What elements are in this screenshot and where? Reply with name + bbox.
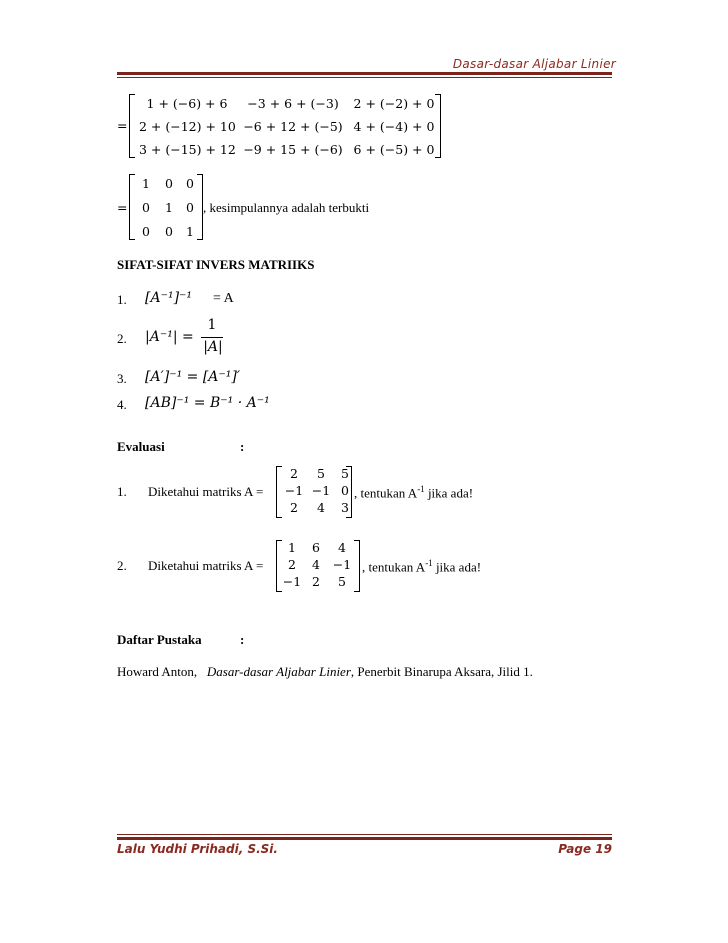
matrix-cell: 3	[341, 500, 349, 515]
matrix-cell: 5	[317, 466, 325, 481]
right-bracket	[354, 540, 360, 592]
reference-author: Howard Anton,	[117, 664, 198, 679]
problem-suffix: , tentukan $A^{-1}$ jika ada!	[354, 484, 474, 501]
fraction-numerator: 1	[207, 317, 217, 333]
matrix-cell: −1	[284, 483, 304, 498]
list-number: 2.	[117, 331, 127, 346]
matrix-cell: 4	[317, 500, 325, 515]
matrix-cell: 2	[290, 500, 298, 515]
formula-rhs: = A	[213, 291, 234, 306]
conclusion-text: , kesimpulannya adalah terbukti	[203, 200, 370, 215]
section-heading: SIFAT-SIFAT INVERS MATRIIKS	[117, 257, 315, 272]
pustaka-label: Daftar Pustaka	[117, 632, 202, 647]
problem-suffix: , tentukan $A^{-1}$ jika ada!	[362, 558, 482, 575]
matrix-cell: 3 + (−15) + 12	[139, 142, 236, 157]
matrix-cell: 6 + (−5) + 0	[353, 142, 435, 157]
reference-publisher: , Penerbit Binarupa Aksara, Jilid 1.	[350, 664, 533, 679]
matrix-cell: 2 + (−12) + 10	[139, 119, 236, 134]
footer-rule	[117, 834, 612, 840]
matrix-cell: −1	[282, 574, 302, 589]
problem-text: Diketahui matriks A =	[148, 484, 264, 499]
matrix-cell: 0	[186, 176, 194, 191]
footer-author: Lalu Yudhi Prihadi, S.Si.	[117, 842, 278, 856]
right-bracket	[346, 466, 352, 518]
list-number: 1.	[117, 292, 127, 307]
page-number: Page 19	[558, 842, 612, 856]
matrix-cell: −9 + 15 + (−6)	[243, 142, 343, 157]
matrix-cell: 0	[186, 200, 194, 215]
matrix-cell: 1	[288, 540, 296, 555]
matrix-cell: 1	[142, 176, 150, 191]
list-number: 3.	[117, 371, 127, 386]
equals-sign: =	[117, 200, 128, 215]
property-2	[117, 318, 317, 360]
matrix-cell: 2 + (−2) + 0	[353, 96, 435, 111]
evaluasi-label: Evaluasi	[117, 439, 165, 454]
matrix-cell: 4	[312, 557, 320, 572]
matrix-cell: 0	[142, 200, 150, 215]
header-rule	[117, 72, 612, 78]
fraction-bar	[201, 337, 223, 338]
matrix-cell: 0	[165, 176, 173, 191]
list-number: 1.	[117, 484, 127, 499]
left-bracket	[129, 94, 135, 158]
matrix-cell: −1	[332, 557, 352, 572]
right-bracket	[435, 94, 441, 158]
matrix-cell: 4 + (−4) + 0	[353, 119, 435, 134]
evaluasi-colon: :	[240, 439, 245, 454]
matrix-cell: 6	[312, 540, 320, 555]
matrix-cell: 0	[341, 483, 349, 498]
left-bracket	[129, 174, 135, 240]
matrix-cell: 1 + (−6) + 6	[146, 96, 228, 111]
running-header: Dasar-dasar Aljabar Linier	[452, 57, 616, 71]
identity-matrix-block	[117, 172, 417, 242]
problem-2	[117, 538, 537, 594]
fraction-denominator: |A|	[203, 339, 223, 355]
formula: [A⁻¹]⁻¹	[145, 290, 193, 306]
matrix-cell: −1	[311, 483, 331, 498]
matrix-cell: −6 + 12 + (−5)	[243, 119, 343, 134]
matrix-cell: 2	[290, 466, 298, 481]
pustaka-colon: :	[240, 632, 245, 647]
equals-sign: =	[117, 118, 128, 133]
list-number: 2.	[117, 558, 127, 573]
reference-title: Dasar-dasar Aljabar Linier	[206, 664, 351, 679]
problem-text: Diketahui matriks A =	[148, 558, 264, 573]
matrix-cell: 5	[341, 466, 349, 481]
problem-1	[117, 464, 537, 520]
matrix-cell: −3 + 6 + (−3)	[247, 96, 339, 111]
matrix-cell: 2	[312, 574, 320, 589]
formula: |A⁻¹| =	[145, 329, 194, 345]
formula: [AB]⁻¹ = B⁻¹ · A⁻¹	[145, 395, 270, 411]
matrix-cell: 1	[165, 200, 173, 215]
matrix-cell: 2	[288, 557, 296, 572]
reference-entry	[117, 664, 533, 680]
matrix-cell: 1	[186, 224, 194, 239]
matrix-cell: 4	[338, 540, 346, 555]
formula: [A′]⁻¹ = [A⁻¹]′	[145, 369, 241, 385]
matrix-cell: 5	[338, 574, 346, 589]
matrix-cell: 0	[165, 224, 173, 239]
matrix-cell: 0	[142, 224, 150, 239]
matrix-sum-block	[117, 92, 447, 160]
list-number: 4.	[117, 397, 127, 412]
